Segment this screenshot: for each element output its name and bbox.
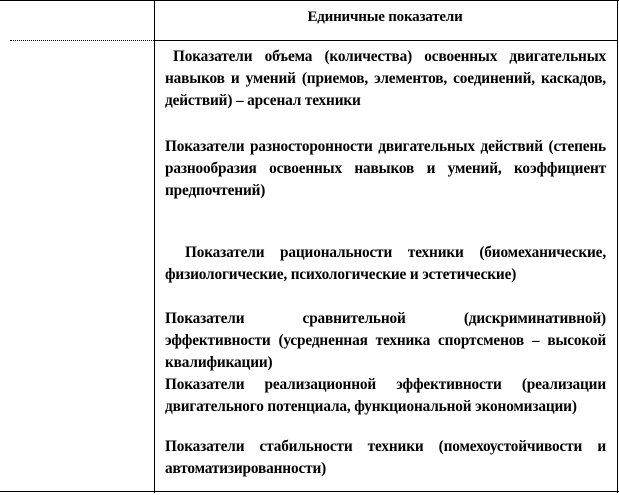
indicator-volume: Показатели объема (количества) освоенных двигательных навыков и умений (приемов, элементов, соединений, каскадов, действий) – арсенал техники (165, 48, 606, 109)
table-border-right (617, 0, 618, 493)
indicator-versatility: Показатели разносторонности двигательных действий (степень разнообразия освоенных навыков и умений, коэффициент предпочтений) (165, 138, 606, 199)
indicator-rationality: Показатели рациональности техники (биомеханические, физиологические, психологические и эстетические) (165, 244, 606, 283)
indicator-comparative-efficiency: Показатели сравнительной (дискриминативной) эффективности (усредненная техника спортсменов – высокой квалификации) (165, 310, 606, 371)
indicator-stability: Показатели стабильности техники (помехоустойчивости и автоматизированности) (165, 438, 606, 477)
table-border-bottom (0, 491, 619, 492)
header-separator (155, 40, 618, 41)
left-column-dotted-separator (10, 40, 154, 41)
column-divider (154, 0, 155, 493)
indicator-realization-efficiency: Показатели реализационной эффективности (реализации двигательного потенциала, функциональной экономизации) (165, 376, 606, 415)
table-border-top (0, 0, 619, 1)
table-header: Единичные показатели (307, 9, 463, 25)
